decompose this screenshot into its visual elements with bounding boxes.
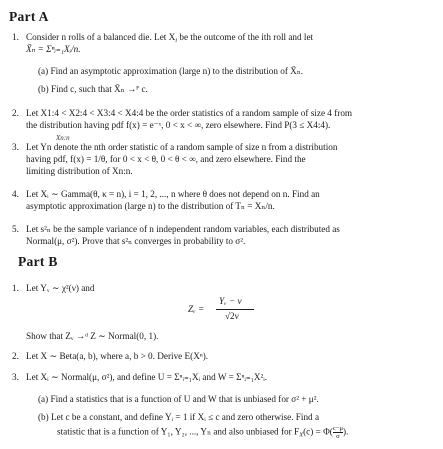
question-number: 3. [12, 142, 19, 152]
question-a3-line3: limiting distribution of Xn:n. [26, 166, 133, 176]
question-number: 3. [12, 372, 19, 382]
question-b3-part-b-line1: (b) Let c be a constant, and define Yᵢ = 1 if Xᵢ ≤ c and zero otherwise. Find a [38, 412, 320, 422]
question-a2-line2: the distribution having pdf f(x) = e⁻ˣ, 0 < x < ∞, zero elsewhere. Find P(3 ≤ X4:4). [26, 120, 331, 130]
question-b3-part-b-line2: statistic that is a function of Y₁, Y₂, ..., Yₙ and also unbiased for $F_X(c) = \Phi$( $\frac{c-\mu}{\sigma}$ ). [57, 425, 349, 440]
question-a5-line1: Let s²ₙ be the sample variance of n independent random variables, each distributed as [26, 224, 340, 234]
question-number: 2. [12, 108, 19, 118]
equation-numerator: Yᵥ − ν [219, 296, 242, 306]
question-b1-line1: Let Yᵥ ∼ χ²(ν) and [26, 283, 95, 293]
question-a5-line2: Normal(μ, σ²). Prove that s²ₙ converges in probability to σ². [26, 236, 246, 246]
question-a1-part-a: (a) Find an asymptotic approximation (large n) to the distribution of X̄ₙ. [38, 66, 304, 76]
handwritten-annotation: Xn:n [56, 134, 70, 142]
part-b-title: Part B [18, 254, 58, 269]
question-a2-line1: Let X1:4 < X2:4 < X3:4 < X4:4 be the order statistics of a random sample of size 4 from [26, 108, 353, 118]
question-a1-part-b: (b) Find c, such that X̄ₙ →ᴾ c. [38, 84, 148, 94]
question-number: 1. [12, 32, 19, 42]
question-b3-part-a: (a) Find a statistics that is a function of U and W that is unbiased for σ² + μ². [38, 394, 319, 404]
question-a3-line2: having pdf, f(x) = 1/θ, for 0 < x < θ, 0 < θ < ∞, and zero elsewhere. Find the [26, 154, 306, 164]
fraction-bar [216, 309, 254, 310]
question-b1-line2: Show that Zᵥ →ᵈ Z ∼ Normal(0, 1). [26, 331, 159, 341]
question-a4-line2: asymptotic approximation (large n) to the distribution of Tₙ = Xₙ/n. [26, 201, 275, 211]
question-a3-line1: Let Yn denote the nth order statistic of a random sample of size n from a distribution [26, 142, 338, 152]
question-a1-line2: X̄ₙ = Σⁿᵢ₌₁Xᵢ/n. [26, 44, 81, 54]
equation-lhs: Zᵥ = [188, 304, 205, 314]
part-a-title: Part A [9, 9, 49, 24]
question-a4-line1: Let Xᵢ ∼ Gamma(θ, κ = n), i = 1, 2, ..., n where θ does not depend on n. Find an [26, 189, 320, 199]
equation-denominator: √2ν [225, 311, 239, 321]
question-b3-line1: Let Xᵢ ∼ Normal(μ, σ²), and define U = Σⁿᵢ₌₁Xᵢ and W = Σⁿᵢ₌₁X²ᵢ. [26, 372, 268, 382]
question-b2-line1: Let X ∼ Beta(a, b), where a, b > 0. Derive E(Xⁿ). [26, 351, 209, 361]
question-number: 1. [12, 283, 19, 293]
question-number: 5. [12, 224, 19, 234]
question-number: 2. [12, 351, 19, 361]
question-a1-line1: Consider n rolls of a balanced die. Let $X_i$ be the outcome of the ith roll and let [26, 32, 314, 44]
question-number: 4. [12, 189, 19, 199]
